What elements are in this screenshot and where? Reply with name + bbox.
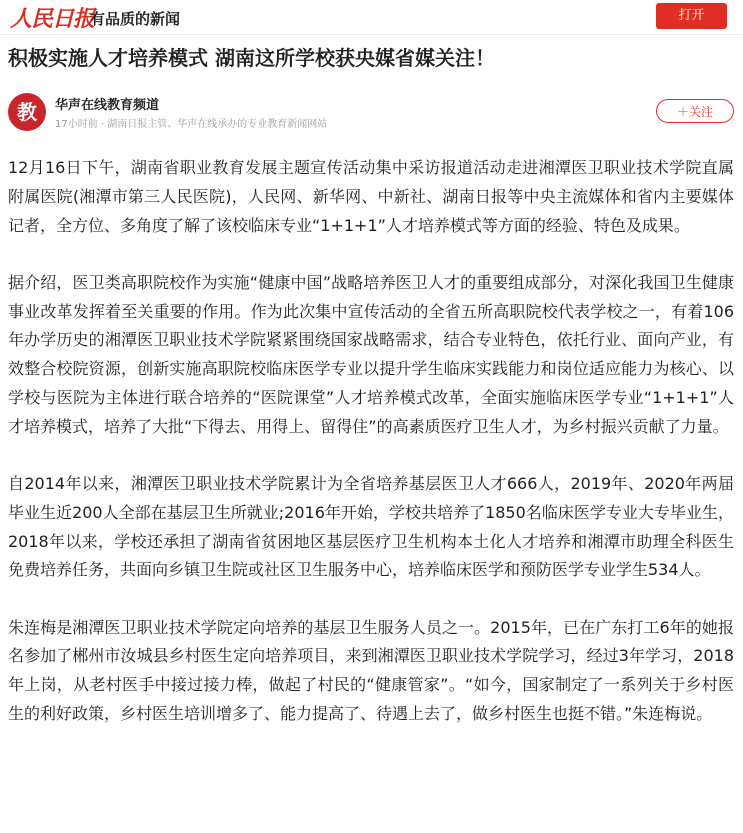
article-paragraph: 据介绍，医卫类高职院校作为实施“健康中国”战略培养医卫人才的重要组成部分，对深化我国卫生健康事业改革发挥着至关重要的作用。作为此次集中宣传活动的全省五所高职院校代表学校之一，有着106年办学历史的湘潭医卫职业技术学院紧紧围绕国家战略需求，结合专业特色，依托行业、面向产业，有效整合校院资源，创新实施高职院校临床医学专业以提升学生临床实践能力和岗位适应能力为核心、以学校与医院为主体进行联合培养的“医院课堂”人才培养模式改革，全面实施临床医学专业“1+1+1”人才培养模式，培养了大批“下得去、用得上、留得住”的高素质医疗卫生人才，为乡村振兴贡献了力量。 (8, 272, 734, 436)
author-meta: 17小时前 · 湖南日报主管、华声在线承办的专业教育新闻网站 (55, 119, 328, 130)
article-paragraph: 12月16日下午，湖南省职业教育发展主题宣传活动集中采访报道活动走进湘潭医卫职业技术学院直属附属医院(湘潭市第三人民医院)，人民网、新华网、中新社、湖南日报等中央主流媒体和省内主要媒体记者，全方位、多角度了解了该校临床专业“1+1+1”人才培养模式等方面的经验、特色及成果。 (8, 158, 734, 235)
author-avatar[interactable]: 教 (8, 93, 46, 131)
article-paragraph: 朱连梅是湘潭医卫职业技术学院定向培养的基层卫生服务人员之一。2015年，已在广东打工6年的她报名参加了郴州市汝城县乡村医生定向培养项目，来到湘潭医卫职业技术学院学习，经过3年学习，2018年上岗，从老村医手中接过接力棒，做起了村民的“健康管家”。“如今，国家制定了一系列关于乡村医生的利好政策，乡村医生培训增多了、能力提高了、待遇上去了，做乡村医生也挺不错。”朱连梅说。 (8, 617, 734, 723)
article-title: 积极实施人才培养模式 湖南这所学校获央媒省媒关注！ (8, 46, 495, 70)
follow-button[interactable]: ＋关注 (656, 99, 734, 123)
brand-logo[interactable]: 人民日报 (10, 6, 95, 32)
open-app-button[interactable]: 打开 (656, 3, 727, 29)
brand-slogan: 有品质的新闻 (90, 10, 181, 28)
article-body (8, 154, 734, 757)
author-name[interactable]: 华声在线教育频道 (55, 98, 160, 113)
article-paragraph: 自2014年以来，湘潭医卫职业技术学院累计为全省培养基层医卫人才666人，2019年、2020年两届毕业生近200人全部在基层卫生所就业;2016年开始，学校共培养了1850名临床医学专业大专毕业生，2018年以来，学校还承担了湖南省贫困地区基层医疗卫生机构本土化人才培养和湘潭市助理全科医生免费培养任务，共面向乡镇卫生院或社区卫生服务中心，培养临床医学和预防医学专业学生534人。 (8, 473, 734, 580)
top-app-bar (0, 0, 743, 35)
author-row (8, 93, 736, 133)
